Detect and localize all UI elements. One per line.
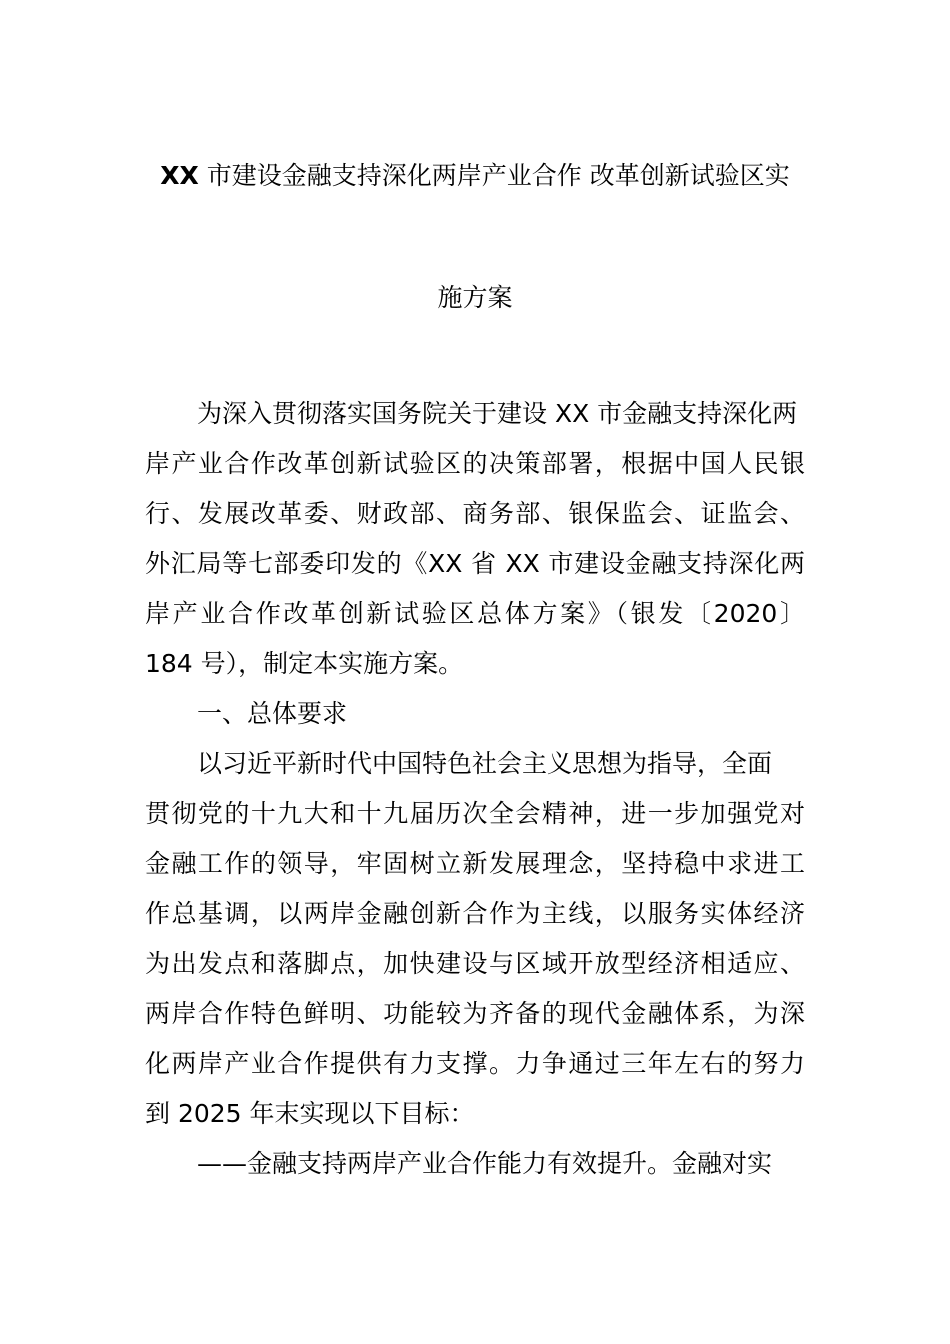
document-title-line-1: [0, 158, 950, 194]
body-line: ——金融支持两岸产业合作能力有效提升。金融对实: [197, 1149, 773, 1178]
document-title-line-2: 施方案: [437, 283, 513, 312]
body-line: 作总基调，以两岸金融创新合作为主线，以服务实体经济: [145, 899, 805, 928]
body-line: 化两岸产业合作提供有力支撑。力争通过三年左右的努力: [145, 1049, 805, 1078]
body-line: 以习近平新时代中国特色社会主义思想为指导，全面: [197, 749, 773, 778]
body-line: 为出发点和落脚点，加快建设与区域开放型经济相适应、: [145, 949, 805, 978]
body-line: 贯彻党的十九大和十九届历次全会精神，进一步加强党对: [145, 799, 805, 828]
body-line: 到 2025 年末实现以下目标：: [145, 1099, 475, 1128]
body-line: 行、发展改革委、财政部、商务部、银保监会、证监会、: [145, 499, 805, 528]
body-line: 两岸合作特色鲜明、功能较为齐备的现代金融体系，为深: [145, 999, 805, 1028]
section-heading: 一、总体要求: [197, 699, 348, 728]
body-line: 为深入贯彻落实国务院关于建设 XX 市金融支持深化两: [197, 399, 798, 428]
body-line: 184 号），制定本实施方案。: [145, 649, 464, 678]
body-line: 岸产业合作改革创新试验区的决策部署，根据中国人民银: [145, 449, 805, 478]
document-body: [145, 389, 805, 1189]
body-line: 外汇局等七部委印发的《XX 省 XX 市建设金融支持深化两: [145, 549, 805, 578]
body-line: 金融工作的领导，牢固树立新发展理念，坚持稳中求进工: [145, 849, 805, 878]
title-text: 市建设金融支持深化两岸产业合作 改革创新试验区实: [198, 161, 790, 190]
body-line: 岸产业合作改革创新试验区总体方案》（银发〔2020〕: [145, 599, 805, 628]
title-prefix: XX: [160, 161, 199, 190]
